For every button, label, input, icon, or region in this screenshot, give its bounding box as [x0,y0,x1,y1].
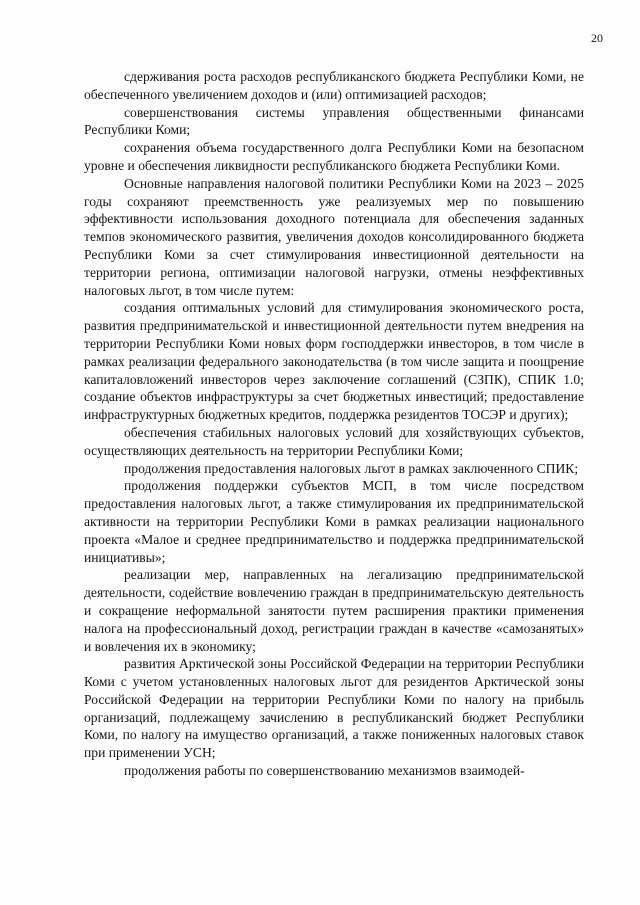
paragraph: создания оптимальных условий для стимулирования экономического роста, развития предпринимательской и инвестиционной деятельности путем внедрения на территории Республики Коми новых форм господдержки инвесторов, в том числе в рамках реализации федерального законодательства (в том числе защита и поощрение капиталовложений инвесторов через заключение соглашений (СЗПК), СПИК 1.0; создание объектов инфраструктуры за счет бюджетных инвестиций; предоставление инфраструктурных бюджетных кредитов, поддержка резидентов ТОСЭР и других); [84,300,584,423]
paragraph-continued: продолжения работы по совершенствованию механизмов взаимодей- [124,763,525,779]
document-body [84,68,584,780]
paragraph: сдерживания роста расходов республиканского бюджета Республики Коми, не обеспеченного увеличением доходов и (или) оптимизацией расходов; [84,69,584,102]
page-number: 20 [591,31,603,45]
paragraph: продолжения поддержки субъектов МСП, в том числе посредством предоставления налоговых льгот, а также стимулирования их предпринимательской активности на территории Республики Коми в рамках реализации национального проекта «Малое и среднее предпринимательство и поддержка предпринимательской инициативы»; [84,478,584,565]
paragraph: продолжения предоставления налоговых льгот в рамках заключенного СПИК; [124,460,579,476]
paragraph: совершенствования системы управления общественными финансами Республики Коми; [84,104,584,138]
paragraph: сохранения объема государственного долга Республики Коми на безопасном уровне и обеспечения ликвидности республиканского бюджета Республики Коми. [84,140,584,173]
paragraph: развития Арктической зоны Российской Федерации на территории Республики Коми с учетом установленных налоговых льгот для резидентов Арктической зоны Российской Федерации на территории Республики Коми по налогу на прибыль организаций, подлежащему зачислению в республиканский бюджет Республики Коми, по налогу на имущество организаций, а также пониженных налоговых ставок при применении УСН; [84,656,584,761]
paragraph: реализации мер, направленных на легализацию предпринимательской деятельности, содействие вовлечению граждан в предпринимательскую деятельность и сокращение неформальной занятости путем расширения практики применения налога на профессиональный доход, регистрации граждан в качестве «самозанятых» и вовлечения их в экономику; [84,567,584,654]
paragraph: Основные направления налоговой политики Республики Коми на 2023 – 2025 годы сохраняют преемственность уже реализуемых мер по повышению эффективности использования доходного потенциала для обеспечения заданных темпов экономического развития, увеличения доходов консолидированного бюджета Республики Коми за счет стимулирования инвестиционной деятельности на территории региона, оптимизации налоговой нагрузки, отмены неэффективных налоговых льгот, в том числе путем: [84,175,584,298]
paragraph: обеспечения стабильных налоговых условий для хозяйствующих субъектов, осуществляющих деятельность на территории Республики Коми; [84,424,584,458]
